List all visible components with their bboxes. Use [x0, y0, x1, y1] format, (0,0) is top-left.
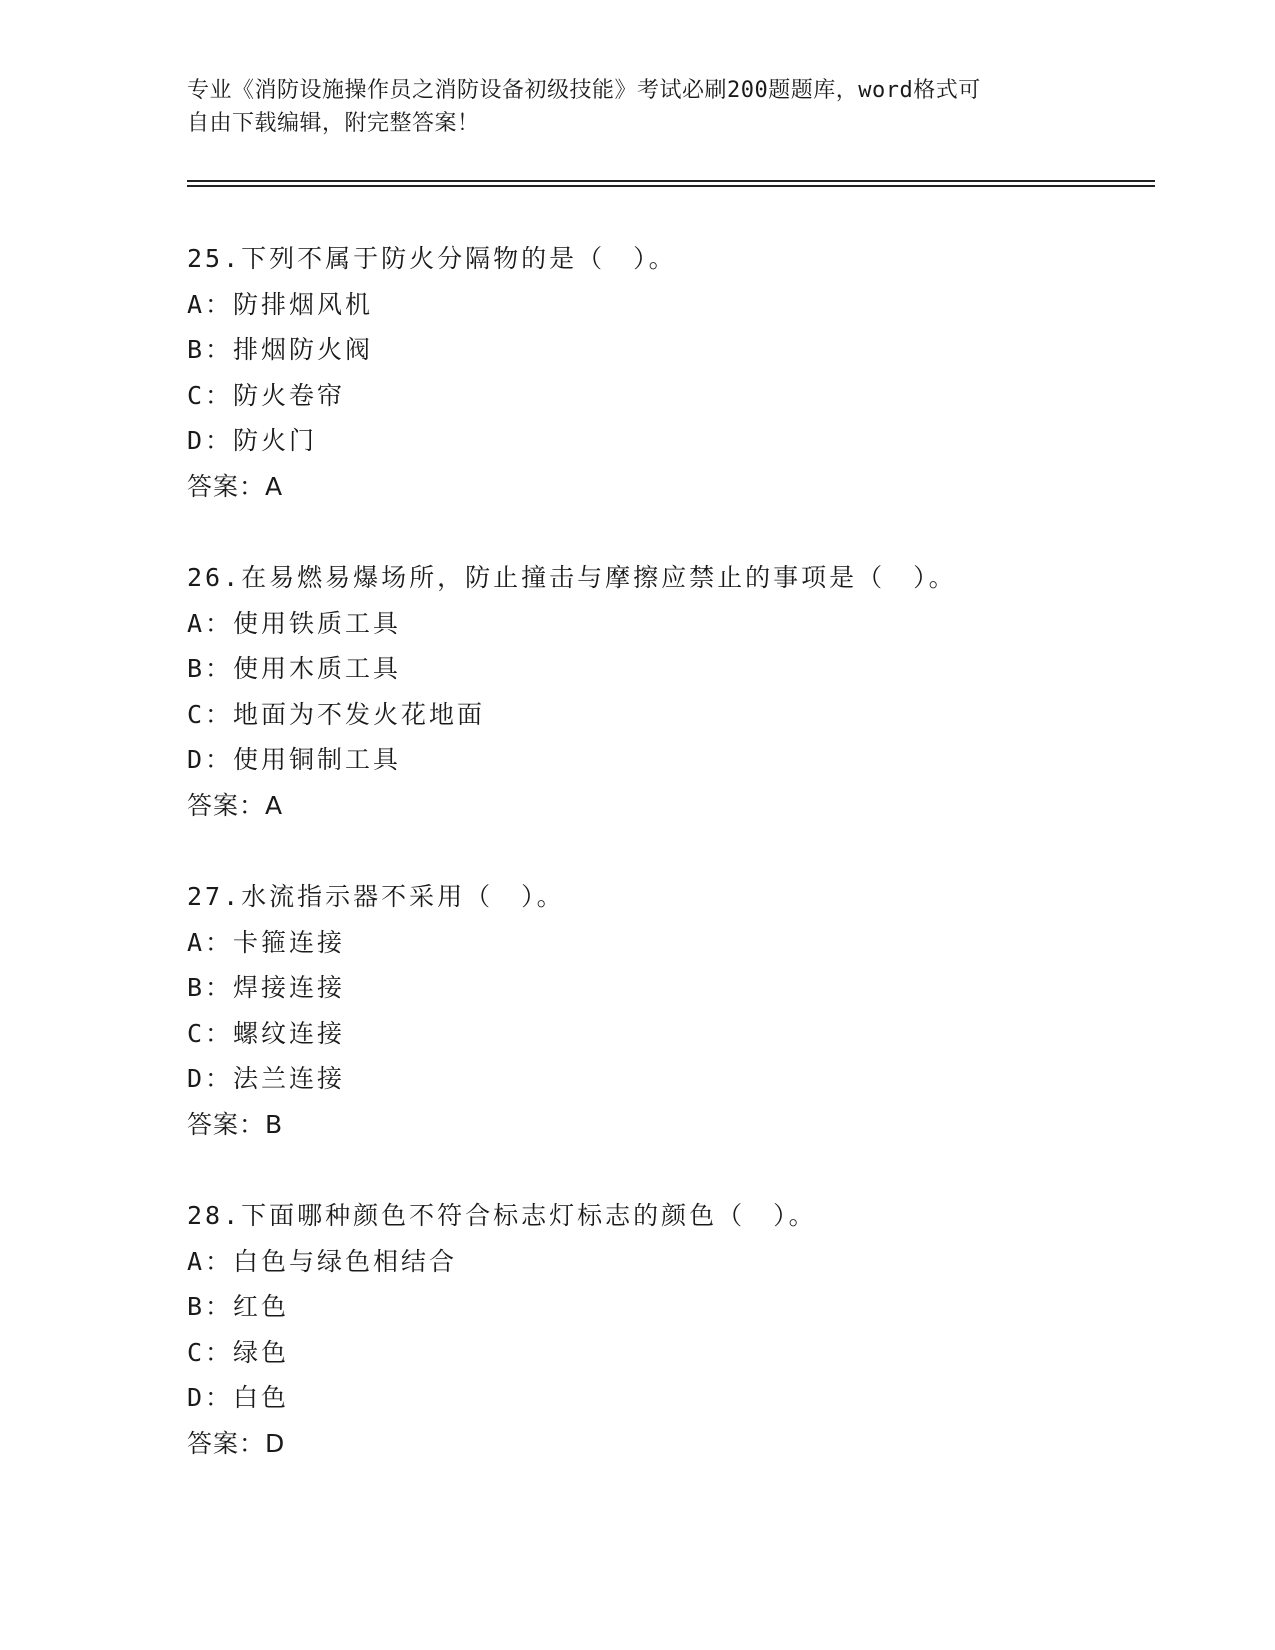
- option-a: A：防排烟风机: [187, 289, 374, 319]
- option-a: A：使用铁质工具: [187, 608, 402, 638]
- option-d: D：白色: [187, 1383, 290, 1412]
- question-stem: 28.下面哪种颜色不符合标志灯标志的颜色（ ）。: [187, 1201, 817, 1230]
- option-c: C：螺纹连接: [187, 1018, 346, 1048]
- option-c: C：防火卷帘: [187, 380, 346, 410]
- option-a: A：卡箍连接: [187, 927, 346, 957]
- question-stem: 25.下列不属于防火分隔物的是（ ）。: [187, 244, 677, 273]
- header-line-1: 专业《消防设施操作员之消防设备初级技能》考试必刷200题题库，word格式可: [187, 78, 981, 103]
- question-block: [187, 1193, 1155, 1512]
- option-b: B：排烟防火阀: [187, 335, 374, 364]
- header-divider-top: [187, 180, 1155, 182]
- question-block: [187, 874, 1155, 1193]
- option-d: D：法兰连接: [187, 1064, 346, 1093]
- option-c: C：地面为不发火花地面: [187, 699, 486, 729]
- answer-line: 答案：A: [187, 790, 284, 820]
- option-c: C：绿色: [187, 1337, 290, 1367]
- document-header: [187, 74, 1067, 140]
- header-divider-bottom: [187, 185, 1155, 187]
- question-block: [187, 236, 1155, 555]
- option-d: D：使用铜制工具: [187, 745, 402, 774]
- question-stem: 27.水流指示器不采用（ ）。: [187, 882, 565, 911]
- option-b: B：使用木质工具: [187, 654, 402, 683]
- question-stem: 26.在易燃易爆场所，防止撞击与摩擦应禁止的事项是（ ）。: [187, 563, 957, 592]
- option-b: B：红色: [187, 1292, 290, 1321]
- answer-line: 答案：B: [187, 1109, 284, 1139]
- answer-line: 答案：A: [187, 471, 284, 501]
- option-d: D：防火门: [187, 426, 318, 455]
- header-line-2: 自由下载编辑，附完整答案！: [187, 111, 480, 136]
- question-list: [187, 236, 1155, 1512]
- answer-line: 答案：D: [187, 1428, 286, 1458]
- option-a: A：白色与绿色相结合: [187, 1246, 458, 1276]
- question-block: [187, 555, 1155, 874]
- option-b: B：焊接连接: [187, 973, 346, 1002]
